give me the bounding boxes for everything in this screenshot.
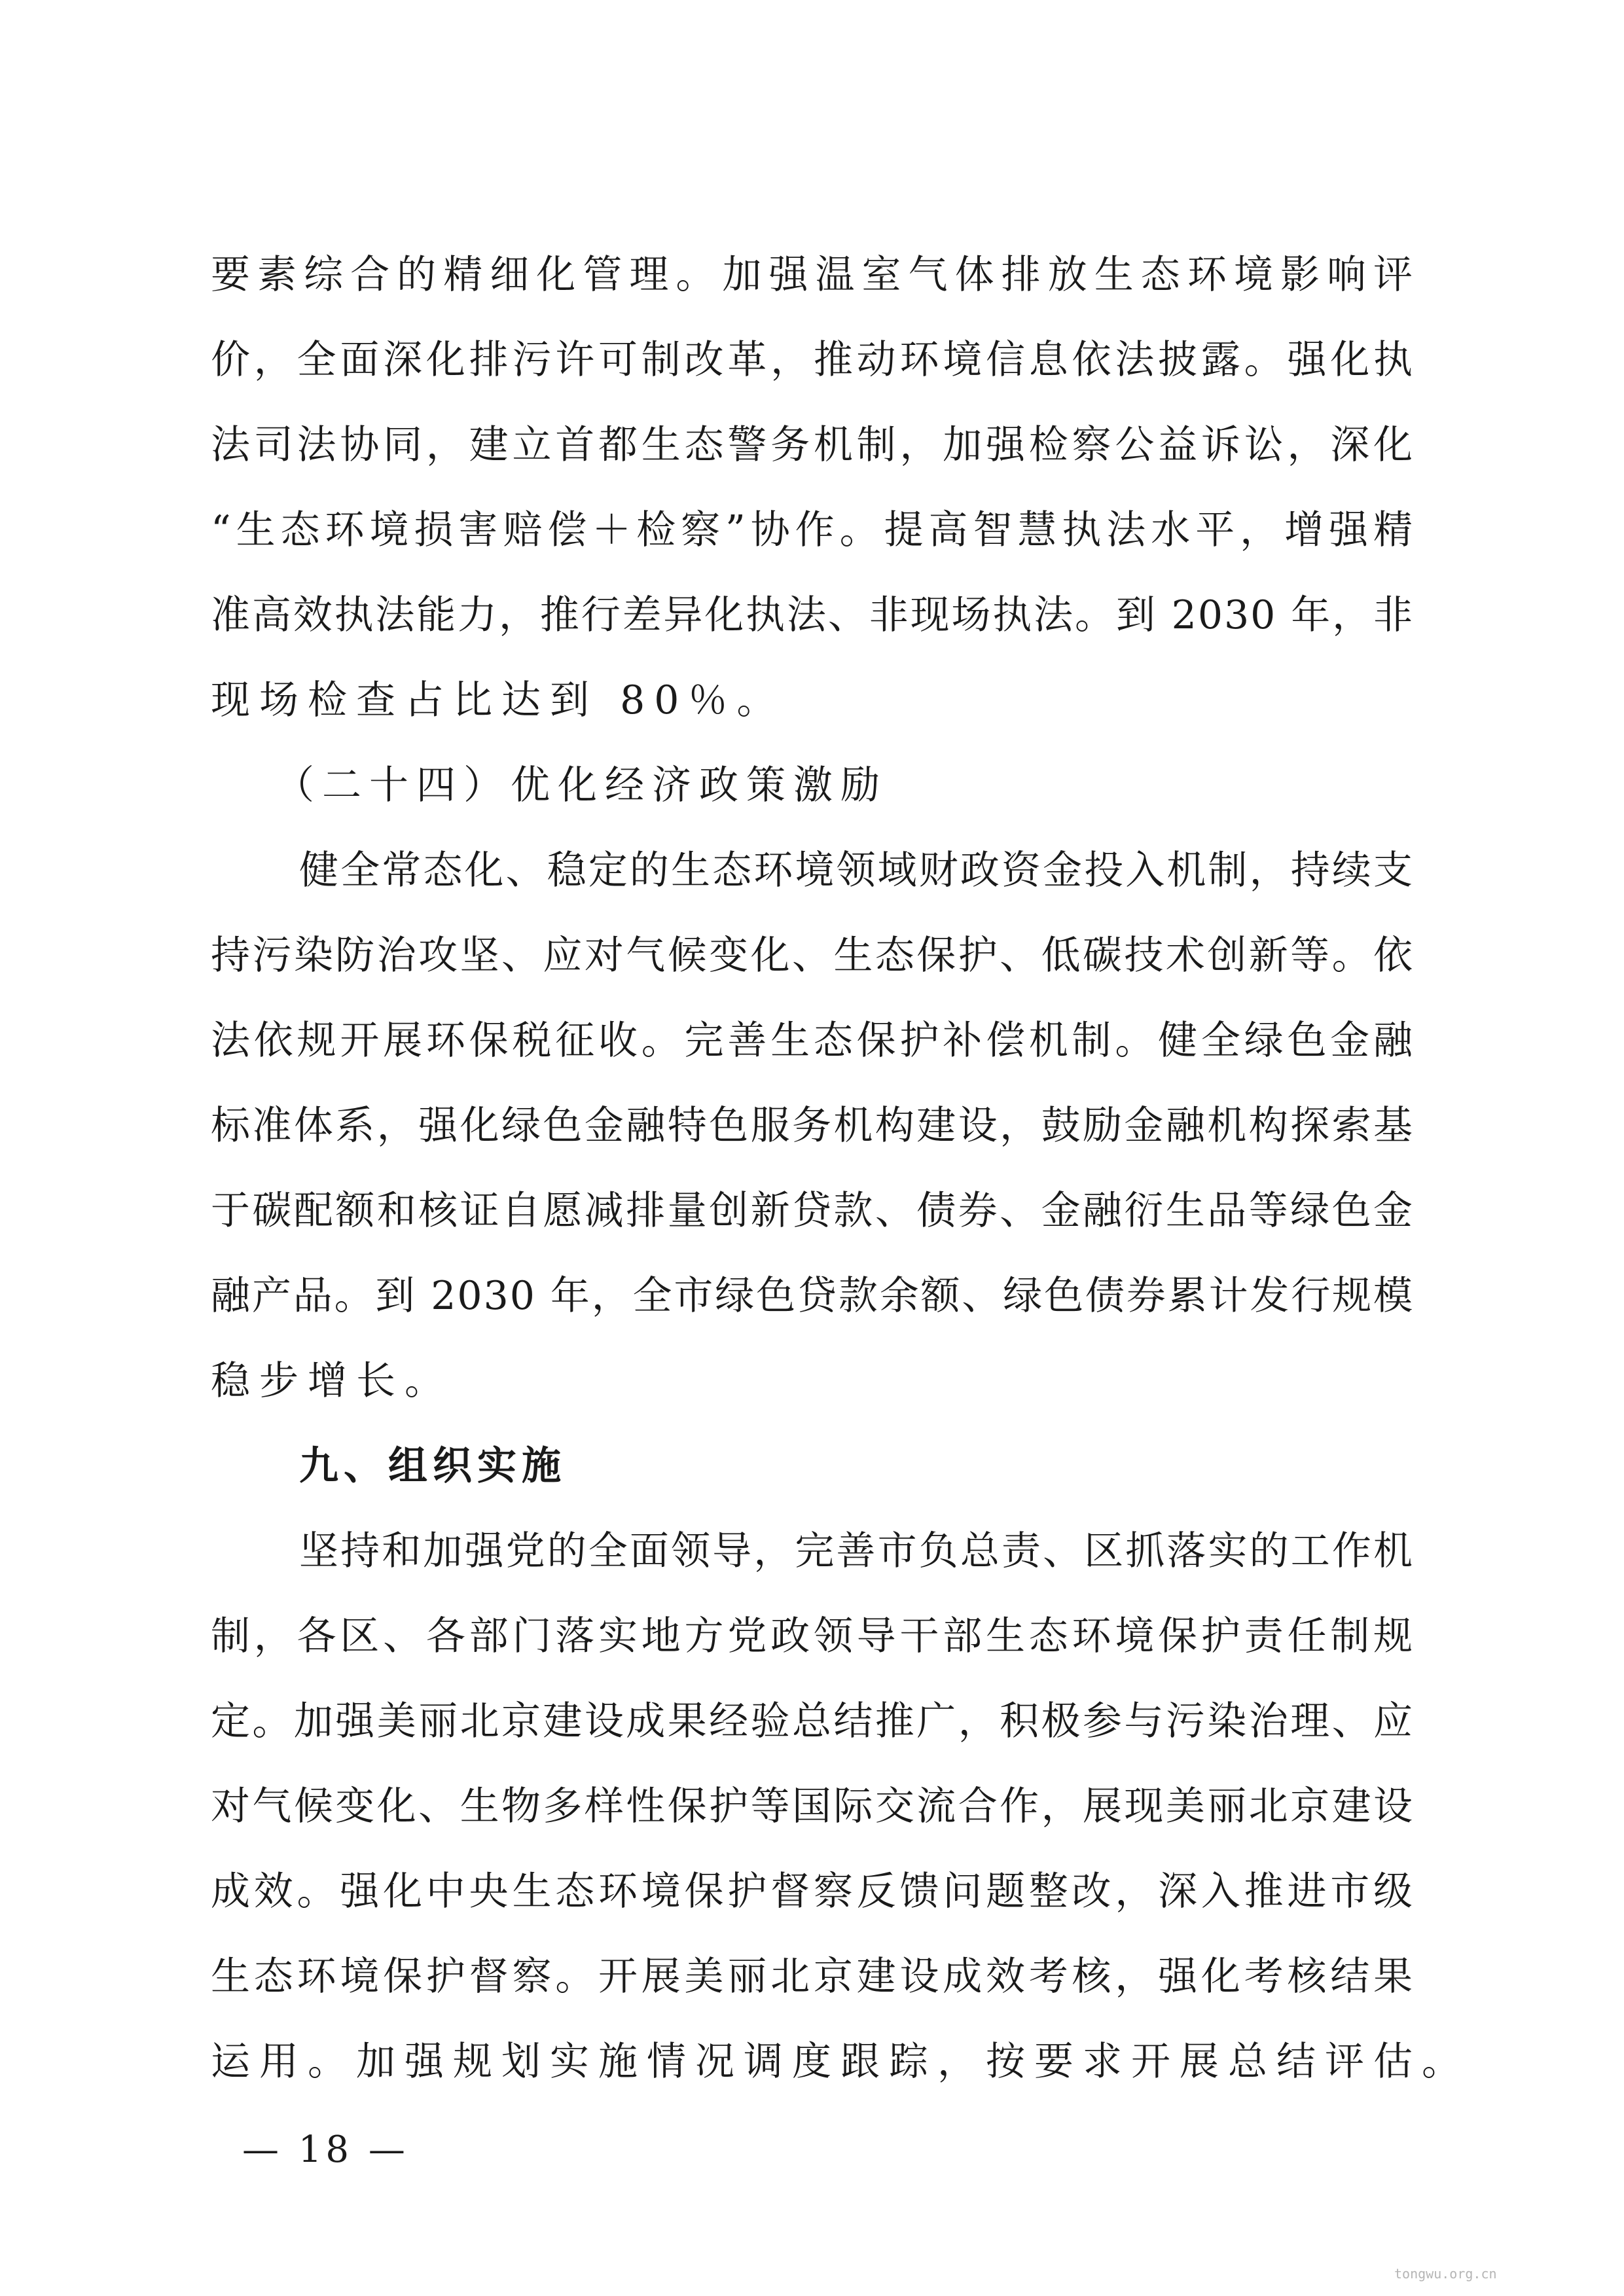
paragraph-line: 坚持和加强党的全面领导，完善市负总责、区抓落实的工作机 [299, 1528, 1414, 1574]
chapter-heading: 九、组织实施 [299, 1443, 566, 1489]
paragraph-line: 制，各区、各部门落实地方党政领导干部生态环境保护责任制规 [211, 1613, 1414, 1659]
paragraph-line: 法司法协同，建立首都生态警务机制，加强检察公益诉讼，深化 [211, 422, 1414, 468]
paragraph-line: 价，全面深化排污许可制改革，推动环境信息依法披露。强化执 [211, 337, 1414, 383]
paragraph-line: 法依规开展环保税征收。完善生态保护补偿机制。健全绿色金融 [211, 1018, 1414, 1064]
paragraph-line: 生态环境保护督察。开展美丽北京建设成效考核，强化考核结果 [211, 1954, 1414, 2000]
paragraph-line: 稳步增长。 [211, 1358, 453, 1404]
paragraph-line: 要素综合的精细化管理。加强温室气体排放生态环境影响评 [211, 252, 1414, 298]
watermark-text: tongwu.org.cn [1394, 2266, 1497, 2282]
paragraph-line: 运用。加强规划实施情况调度跟踪，按要求开展总结评估。 [211, 2039, 1470, 2085]
paragraph-line: 健全常态化、稳定的生态环境领域财政资金投入机制，持续支 [299, 848, 1414, 893]
paragraph-line: 融产品。到 2030 年，全市绿色贷款余额、绿色债券累计发行规模 [211, 1273, 1414, 1319]
paragraph-line: 标准体系，强化绿色金融特色服务机构建设，鼓励金融机构探索基 [211, 1103, 1414, 1149]
paragraph-line: 对气候变化、生物多样性保护等国际交流合作，展现美丽北京建设 [211, 1784, 1414, 1829]
paragraph-line: 于碳配额和核证自愿减排量创新贷款、债券、金融衍生品等绿色金 [211, 1188, 1414, 1234]
paragraph-line: 准高效执法能力，推行差异化执法、非现场执法。到 2030 年，非 [211, 592, 1414, 638]
paragraph-line: 持污染防治攻坚、应对气候变化、生态保护、低碳技术创新等。依 [211, 933, 1414, 978]
paragraph-line: 成效。强化中央生态环境保护督察反馈问题整改，深入推进市级 [211, 1869, 1414, 1914]
paragraph-line: 定。加强美丽北京建设成果经验总结推广，积极参与污染治理、应 [211, 1698, 1414, 1744]
paragraph-line: 现场检查占比达到 80％。 [211, 677, 785, 723]
page-number: — 18 — [242, 2128, 409, 2171]
paragraph-line: “生态环境损害赔偿＋检察”协作。提高智慧执法水平，增强精 [211, 507, 1414, 553]
section-heading: （二十四）优化经济政策激励 [275, 762, 888, 808]
